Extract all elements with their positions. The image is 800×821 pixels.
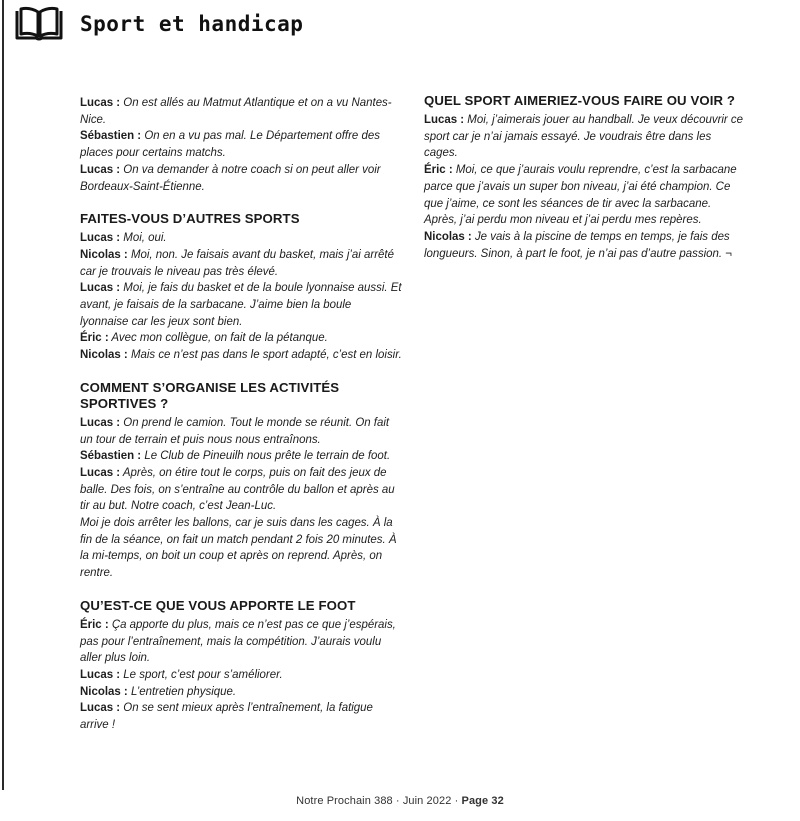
speaker-name: Lucas : <box>80 414 121 429</box>
dialogue-line <box>80 279 402 329</box>
intro-dialogue <box>80 94 403 194</box>
speech-text: Après, on étire tout le corps, puis on fait des jeux de balle. Des fois, on s’entraîne au contrôle du ballon et après au tir au but. Notre coach, c’est Jean-Luc. <box>80 464 395 513</box>
dialogue-line <box>80 127 402 160</box>
dialogue-line <box>424 228 746 261</box>
speech-text: Avec mon collègue, on fait de la pétanque. <box>111 330 328 345</box>
section-heading: FAITES-VOUS D’AUTRES SPORTS <box>80 211 300 227</box>
speaker-name: Lucas : <box>80 464 121 479</box>
page-edge-line <box>2 0 4 790</box>
speech-text: On en a vu pas mal. Le Département offre des places pour certains matchs. <box>80 128 380 160</box>
dialogue-line <box>80 414 402 447</box>
dialogue-line <box>80 329 402 346</box>
speaker-name: Éric : <box>80 330 109 345</box>
dialogue-line <box>80 699 402 732</box>
speech-text: Moi, ce que j’aurais voulu reprendre, c’est la sarbacane parce que j’avais un super bon niveau, j’ai été champion. Ce que j’aime, ce sont les séances de tir avec la sarbacane. Après, j’ai perdu mon niveau et j’ai perdu mes repères. <box>424 162 737 227</box>
speaker-name: Nicolas : <box>424 228 472 243</box>
speaker-name: Sébastien : <box>80 448 142 463</box>
speech-text: On est allés au Matmut Atlantique et on a vu Nantes-Nice. <box>80 95 392 126</box>
speaker-name: Nicolas : <box>80 246 128 261</box>
speaker-name: Lucas : <box>80 95 121 109</box>
right-column <box>424 93 747 278</box>
dialogue-line <box>80 666 402 683</box>
section-heading: COMMENT S’ORGANISE LES ACTIVITÉS SPORTIVES ? <box>80 379 340 411</box>
speech-text: Moi, j’aimerais jouer au handball. Je veux découvrir ce sport car je n’ai jamais essayé. Je voudrais être dans les cages. <box>424 112 744 160</box>
speaker-name: Lucas : <box>80 280 121 295</box>
speech-text: Moi je dois arrêter les ballons, car je suis dans les cages. À la fin de la séance, on fait un match pendant 2 fois 20 minutes. À la mi-temps, on boit un coup et après on reprend. Après, on rentre. <box>80 515 397 580</box>
speaker-name: Lucas : <box>80 666 121 681</box>
speech-text: Le Club de Pineuilh nous prête le terrain de foot. <box>144 448 391 463</box>
page-title: Sport et handicap <box>80 12 304 36</box>
speaker-name: Lucas : <box>424 112 465 126</box>
dialogue-line <box>424 161 746 228</box>
left-column <box>80 94 403 750</box>
speech-text: Le sport, c’est pour s’améliorer. <box>123 666 283 681</box>
section-heading: QUEL SPORT AIMERIEZ-VOUS FAIRE OU VOIR ? <box>424 93 736 108</box>
right-sections <box>424 93 747 261</box>
speaker-name: Lucas : <box>80 230 121 245</box>
section-heading: QU’EST-CE QUE VOUS APPORTE LE FOOT <box>80 597 356 613</box>
dialogue-line <box>80 683 402 700</box>
qa-section <box>80 598 403 733</box>
speaker-name: Éric : <box>424 162 453 177</box>
dialogue-line <box>80 616 402 666</box>
dialogue-line <box>80 161 402 194</box>
dialogue-line <box>80 229 402 246</box>
page-header <box>14 6 303 42</box>
speaker-name: Lucas : <box>80 700 121 715</box>
speech-text: Mais ce n’est pas dans le sport adapté, c’est en loisir. <box>130 347 402 362</box>
speech-text: On prend le camion. Tout le monde se réunit. On fait un tour de terrain et puis nous nous entraînons. <box>80 414 390 446</box>
dialogue-line <box>80 246 402 279</box>
left-sections <box>80 211 403 733</box>
dialogue-line <box>80 447 402 464</box>
speech-text: Moi, oui. <box>123 230 167 245</box>
speaker-name: Éric : <box>80 616 109 631</box>
speaker-name: Lucas : <box>80 161 121 176</box>
speaker-name: Nicolas : <box>80 683 128 698</box>
footer-publication: Notre Prochain 388 · Juin 2022 · <box>296 795 462 807</box>
open-book-icon <box>14 6 64 42</box>
qa-section <box>424 93 747 261</box>
speech-text: Moi, non. Je faisais avant du basket, mais j’ai arrêté car je trouvais le niveau pas très élevé. <box>80 246 394 278</box>
speaker-name: Sébastien : <box>80 128 142 143</box>
dialogue-line <box>80 514 402 581</box>
page-footer <box>0 795 800 807</box>
dialogue-line <box>80 464 402 514</box>
speaker-name: Nicolas : <box>80 347 128 362</box>
speech-text: Je vais à la piscine de temps en temps, je fais des longueurs. Sinon, à part le foot, je n’ai pas d’autre passion. ¬ <box>424 228 732 260</box>
speech-text: On va demander à notre coach si on peut aller voir Bordeaux-Saint-Étienne. <box>80 161 381 193</box>
footer-page-number: Page 32 <box>461 795 504 807</box>
dialogue-line <box>424 111 746 161</box>
speech-text: L’entretien physique. <box>130 683 237 698</box>
speech-text: On se sent mieux après l’entraînement, la fatigue arrive ! <box>80 700 373 732</box>
qa-section <box>80 211 403 363</box>
qa-section <box>80 380 403 581</box>
speech-text: Ça apporte du plus, mais ce n’est pas ce que j’espérais, pas pour l’entraînement, mais la compétition. J’aurais voulu aller plus loin. <box>80 616 396 665</box>
speech-text: Moi, je fais du basket et de la boule lyonnaise aussi. Et avant, je faisais de la sarbacane. J’aime bien la boule lyonnaise car les jeux sont bien. <box>80 280 402 328</box>
dialogue-line <box>80 94 402 127</box>
dialogue-line <box>80 346 402 363</box>
